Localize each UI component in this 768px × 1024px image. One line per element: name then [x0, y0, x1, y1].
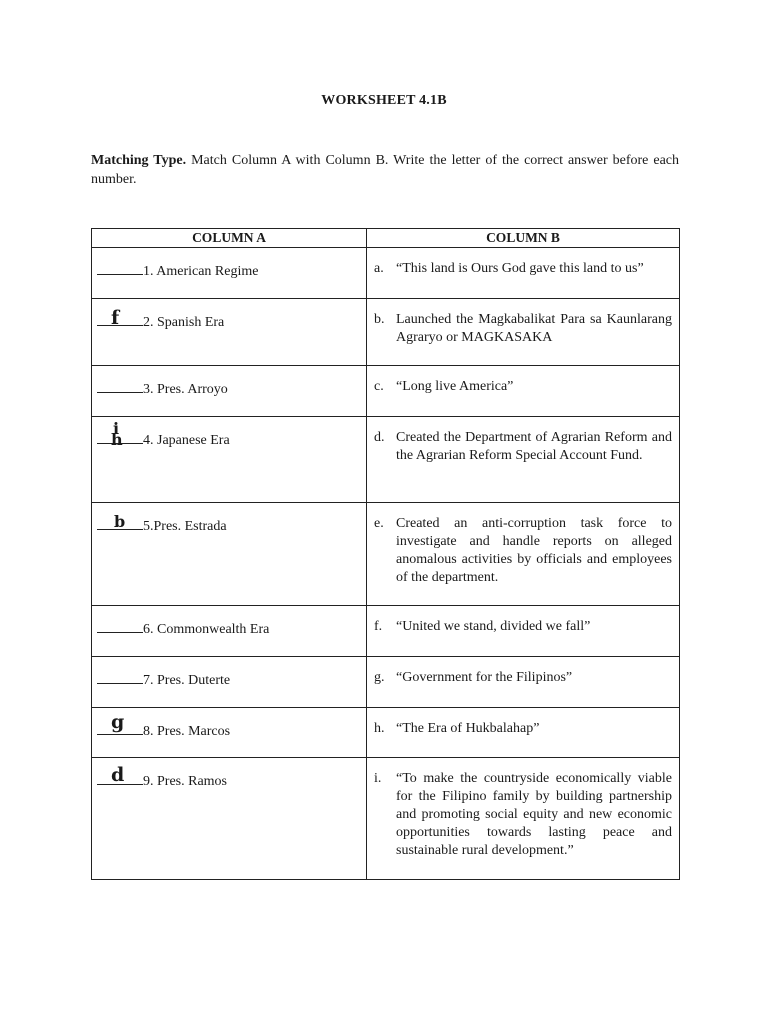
choice-letter: d. [374, 430, 385, 445]
column-a-item: 6. Commonwealth Era [143, 622, 270, 637]
handwritten-answer: d [111, 764, 125, 786]
choice-text: “This land is Ours God gave this land to us” [396, 261, 644, 276]
choice-text: “Government for the Filipinos” [396, 670, 573, 685]
choice-letter: h. [374, 721, 385, 736]
column-a-item: 7. Pres. Duterte [143, 673, 231, 688]
choice-text: “To make the countryside economically viable for the Filipino family by building partnership and promoting social equity and new economic opportunities towards lasting peace and sustainable rural development.” [396, 771, 672, 858]
instructions-lead: Matching Type. [91, 153, 187, 168]
table-row [92, 708, 680, 758]
column-a-item: 8. Pres. Marcos [143, 724, 231, 739]
column-a-item: 9. Pres. Ramos [143, 774, 227, 789]
choice-letter: g. [374, 670, 385, 685]
choice-letter: e. [374, 516, 384, 531]
answer-blank[interactable] [97, 307, 143, 329]
answer-blank[interactable] [97, 711, 143, 735]
choice-text: Created the Department of Agrarian Reform and the Agrarian Reform Special Account Fund. [396, 430, 672, 463]
handwritten-answer: i h [111, 419, 123, 449]
instructions-body: Match Column A with Column B. Write the letter of the correct answer before each number. [91, 153, 679, 187]
worksheet-title: WORKSHEET 4.1B [321, 93, 447, 108]
table-row [92, 606, 680, 657]
matching-table [91, 228, 680, 880]
handwritten-answer: f [111, 307, 120, 329]
column-a-item: 1. American Regime [143, 264, 259, 279]
choice-letter: b. [374, 312, 385, 327]
choice-text: Created an anti-corruption task force to investigate and handle reports on alleged anomalous activities by officials and employees of the department. [396, 516, 672, 585]
column-a-item: 2. Spanish Era [143, 315, 225, 330]
column-b-header: COLUMN B [367, 229, 680, 248]
choice-text: “United we stand, divided we fall” [396, 619, 591, 634]
table-header-row [92, 229, 680, 248]
table-row [92, 366, 680, 417]
answer-blank[interactable] [97, 260, 143, 275]
table-row [92, 657, 680, 708]
answer-blank[interactable] [97, 618, 143, 633]
table-row [92, 417, 680, 503]
answer-blank[interactable] [97, 512, 143, 531]
choice-letter: a. [374, 261, 384, 276]
answer-blank[interactable] [97, 419, 143, 449]
column-a-header: COLUMN A [92, 229, 367, 248]
instructions [91, 151, 679, 189]
table-row [92, 758, 680, 880]
choice-letter: f. [374, 619, 383, 634]
table-row [92, 503, 680, 606]
answer-blank[interactable] [97, 378, 143, 393]
answer-blank[interactable] [97, 669, 143, 684]
answer-blank[interactable] [97, 764, 143, 786]
column-a-item: 5.Pres. Estrada [143, 519, 227, 534]
handwritten-answer: g [111, 711, 125, 733]
choice-text: “Long live America” [396, 379, 514, 394]
column-a-item: 3. Pres. Arroyo [143, 382, 228, 397]
handwritten-answer: b [114, 512, 126, 531]
choice-letter: i. [374, 771, 382, 786]
table-row [92, 299, 680, 366]
choice-text: Launched the Magkabalikat Para sa Kaunlarang Agraryo or MAGKASAKA [396, 312, 672, 345]
choice-letter: c. [374, 379, 384, 394]
column-a-item: 4. Japanese Era [143, 433, 230, 448]
choice-text: “The Era of Hukbalahap” [396, 721, 540, 736]
table-row [92, 248, 680, 299]
